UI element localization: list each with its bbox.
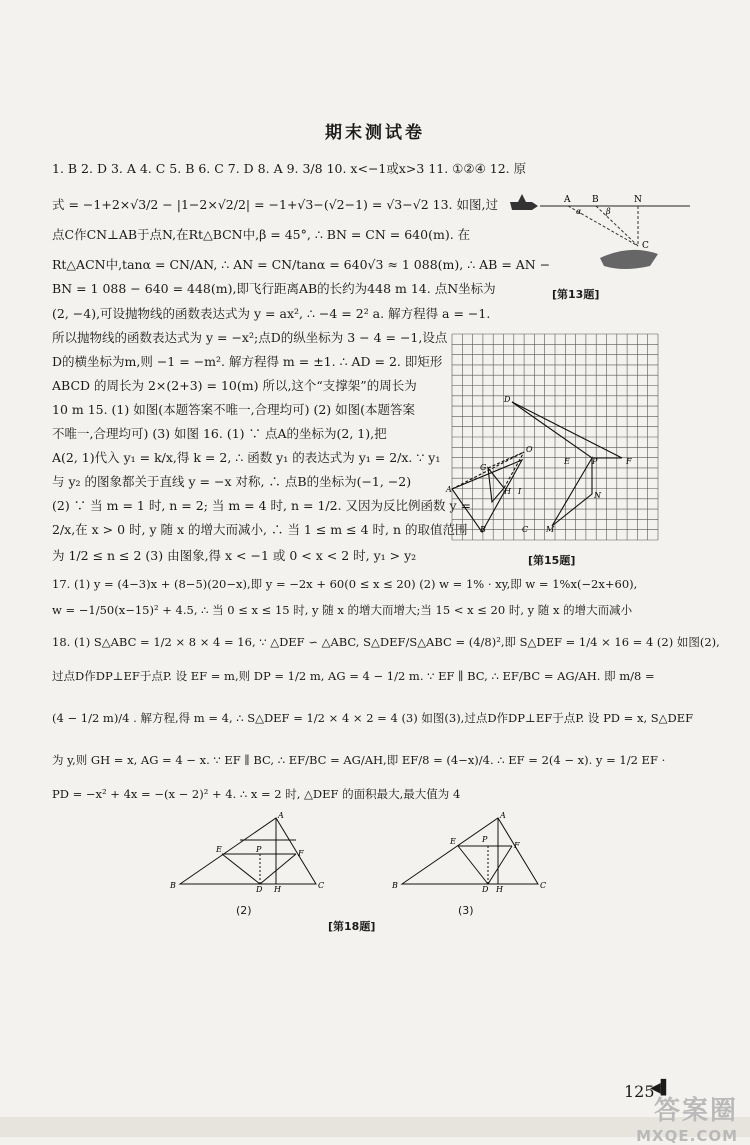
label: H — [274, 885, 281, 894]
figure-13 — [500, 188, 700, 284]
label: E — [450, 837, 456, 846]
page-marker-icon: ◀▌ — [650, 1080, 672, 1096]
answer-line: A(2, 1)代入 y₁ = k/x,得 k = 2, ∴ 函数 y₁ 的表达式为 y₁ = 2/x. ∵ y₁ — [52, 450, 441, 465]
watermark-url: MXQE.COM — [636, 1127, 738, 1145]
answer-line: Rt△ACN中,tanα = CN/AN, ∴ AN = CN/tanα = 640√3 ≈ 1 088(m), ∴ AB = AN − — [52, 257, 551, 272]
label: B — [480, 525, 486, 534]
page-number: 125 — [624, 1082, 655, 1101]
answer-line: (2) ∵ 当 m = 1 时, n = 2; 当 m = 4 时, n = 1/2. 又因为反比例函数 y = — [52, 498, 472, 513]
label: C — [642, 241, 649, 251]
label: G — [480, 463, 487, 472]
label: M — [546, 525, 555, 534]
answer-line: 为 y,则 GH = x, AG = 4 − x. ∵ EF ∥ BC, ∴ EF/BC = AG/AH,即 EF/8 = (4−x)/4. ∴ EF = 2(4 − x). y = 1/2 EF · — [52, 753, 666, 767]
answer-line: ABCD 的周长为 2×(2+3) = 10(m) 所以,这个“支撑架”的周长为 — [52, 378, 417, 393]
ship-icon — [600, 250, 658, 269]
answer-line: 为 1/2 ≤ n ≤ 2 (3) 由图象,得 x < −1 或 0 < x < 2 时, y₁ > y₂ — [52, 548, 417, 563]
airplane-icon — [510, 194, 538, 210]
page-title: 期末测试卷 — [325, 123, 425, 143]
figure-15 — [446, 334, 658, 544]
label: C — [522, 525, 529, 534]
answer-line: PD = −x² + 4x = −(x − 2)² + 4. ∴ x = 2 时, △DEF 的面积最大,最大值为 4 — [52, 787, 461, 801]
answer-line: 式 = −1+2×√3/2 − |1−2×√2/2| = −1+√3−(√2−1) = √3−√2 13. 如图,过 — [52, 197, 498, 212]
label: P — [256, 845, 262, 854]
answer-line: 17. (1) y = (4−3)x + (8−5)(20−x),即 y = −2x + 60(0 ≤ x ≤ 20) (2) w = 1% · xy,即 w = 1%x(−2x+60), — [52, 577, 638, 591]
answer-line: 10 m 15. (1) 如图(本题答案不唯一,合理均可) (2) 如图(本题答案 — [52, 402, 415, 417]
answer-line: (2, −4),可设抛物线的函数表达式为 y = ax², ∴ −4 = 2² a. 解方程得 a = −1. — [52, 306, 491, 321]
answer-line: 1. B 2. D 3. A 4. C 5. B 6. C 7. D 8. A 9. 3/8 10. x<−1或x>3 11. ①②④ 12. 原 — [52, 161, 527, 176]
label: F — [298, 849, 304, 858]
watermark — [636, 1090, 738, 1145]
label: N — [594, 491, 601, 500]
label: E — [216, 845, 222, 854]
caption-fig2: (2) — [236, 904, 252, 917]
label: D — [482, 885, 489, 894]
answer-line: w = −1/50(x−15)² + 4.5, ∴ 当 0 ≤ x ≤ 15 时, y 随 x 的增大而增大;当 15 < x ≤ 20 时, y 随 x 的增大而减小 — [52, 603, 633, 617]
answer-line: 2/x,在 x > 0 时, y 随 x 的增大而减小, ∴ 当 1 ≤ m ≤ 4 时, n 的取值范围 — [52, 522, 468, 537]
label: C — [540, 881, 547, 890]
answer-line: (4 − 1/2 m)/4 . 解方程,得 m = 4, ∴ S△DEF = 1/2 × 4 × 2 = 4 (3) 如图(3),过点D作DP⊥EF于点P. 设 PD = x, S△DEF — [52, 711, 694, 725]
label: P — [482, 835, 488, 844]
label: P — [592, 457, 598, 466]
label: I — [518, 487, 522, 496]
caption-q18: [第18题] — [328, 920, 376, 933]
caption-q15: [第15题] — [528, 554, 576, 567]
label: B — [592, 195, 599, 205]
label: E — [564, 457, 570, 466]
answer-line: D的横坐标为m,则 −1 = −m². 解方程得 m = ±1. ∴ AD = 2. 即矩形 — [52, 354, 443, 369]
label: C — [318, 881, 325, 890]
label: D — [256, 885, 263, 894]
watermark-title: 答案圈 — [653, 1096, 738, 1126]
label: B — [392, 881, 398, 890]
label: O — [526, 445, 533, 454]
answer-line: BN = 1 088 − 640 = 448(m),即飞行距离AB的长约为448 m 14. 点N坐标为 — [52, 281, 496, 296]
answer-line: 点C作CN⊥AB于点N,在Rt△BCN中,β = 45°, ∴ BN = CN = 640(m). 在 — [52, 227, 471, 242]
answer-line: 所以抛物线的函数表达式为 y = −x²;点D的纵坐标为 3 − 4 = −1,设点 — [52, 330, 448, 345]
label: F — [514, 841, 520, 850]
figure-18-2 — [170, 812, 330, 892]
label: α — [576, 207, 582, 216]
label: B — [170, 881, 176, 890]
label: A — [278, 811, 284, 820]
answer-line: 18. (1) S△ABC = 1/2 × 8 × 4 = 16, ∵ △DEF ∽ △ABC, S△DEF/S△ABC = (4/8)²,即 S△DEF = 1/4 × 16 = 4 (2) 如图(2), — [52, 635, 720, 649]
figure-18-3 — [392, 812, 552, 892]
caption-fig3: (3) — [458, 904, 474, 917]
label: D — [504, 395, 511, 404]
caption-q13: [第13题] — [552, 288, 600, 301]
label: A — [446, 485, 452, 494]
answer-line: 与 y₂ 的图象都关于直线 y = −x 对称, ∴ 点B的坐标为(−1, −2) — [52, 474, 412, 489]
label: H — [496, 885, 503, 894]
label: A — [564, 195, 571, 205]
label: β — [606, 207, 611, 216]
answer-line: 不唯一,合理均可) (3) 如图 16. (1) ∵ 点A的坐标为(2, 1),把 — [52, 426, 387, 441]
label: N — [634, 195, 642, 205]
label: F — [626, 457, 632, 466]
answer-line: 过点D作DP⊥EF于点P. 设 EF = m,则 DP = 1/2 m, AG = 4 − 1/2 m. ∵ EF ∥ BC, ∴ EF/BC = AG/AH. 即 m/8 = — [52, 669, 655, 683]
label: H — [504, 487, 511, 496]
label: A — [500, 811, 506, 820]
